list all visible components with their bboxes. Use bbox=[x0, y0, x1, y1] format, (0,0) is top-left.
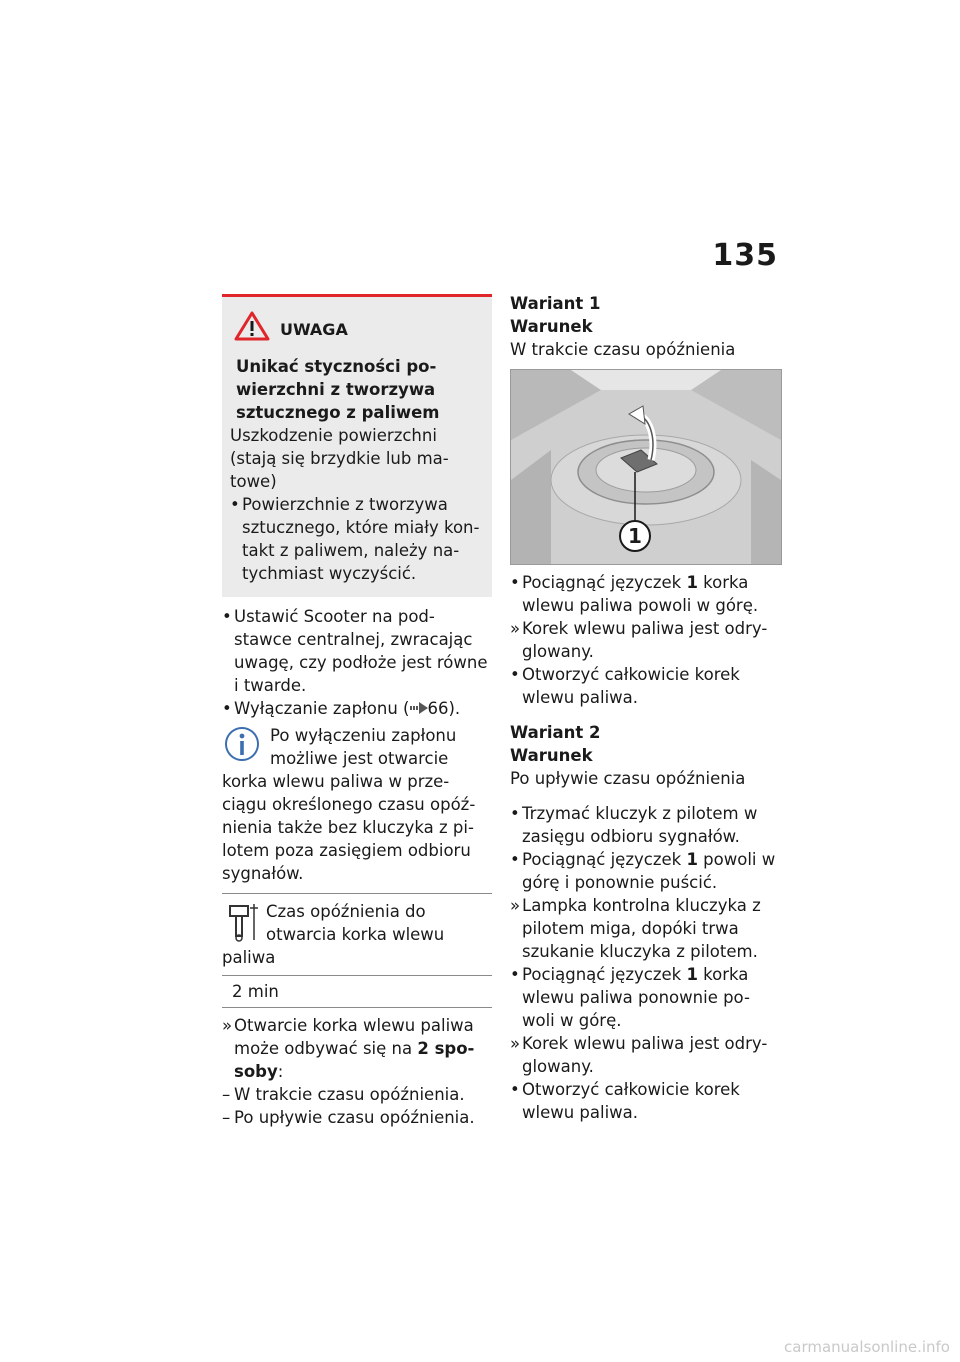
v2-step-pull-release-label: Pociągnąć języczek bbox=[522, 850, 687, 869]
v2-step-pull-release bbox=[510, 848, 782, 894]
v2-step-pull-again-label: Pociągnąć języczek bbox=[522, 965, 687, 984]
info-note-text: Po wyłączeniu zapłonu możliwe jest otwarcie korka wlewu paliwa w prze-ciągu określonego czasu opóź-nienia także bez kluczyka z pi-lotem poza zasięgiem odbioru sygnałów. bbox=[222, 726, 476, 883]
result-arrow-icon: » bbox=[510, 1034, 521, 1053]
info-note bbox=[222, 724, 492, 885]
spec-label-row bbox=[222, 894, 492, 975]
dash-item bbox=[222, 1083, 492, 1106]
spec-label: Czas opóźnienia do otwarcia korka wlewu paliwa bbox=[222, 902, 445, 967]
spec-table bbox=[222, 893, 492, 1008]
result-two-ways bbox=[222, 1014, 492, 1083]
fuel-cap-illustration bbox=[510, 369, 782, 565]
v1-step-pull-tab bbox=[510, 571, 782, 617]
v1-step-open bbox=[510, 663, 782, 709]
dash-item-text: W trakcie czasu opóźnienia. bbox=[234, 1085, 465, 1104]
bullet-icon: • bbox=[230, 495, 240, 514]
spec-value: 2 min bbox=[222, 975, 492, 1007]
result-two-ways-emphasis: 2 spo-soby bbox=[234, 1039, 475, 1081]
bullet-icon: • bbox=[510, 850, 520, 869]
variant1-title: Wariant 1 bbox=[510, 294, 601, 313]
warning-heading: Unikać styczności po-wierzchni z tworzywa sztucznego z paliwem bbox=[236, 357, 440, 422]
page-reference-number[interactable]: 66 bbox=[427, 699, 449, 718]
bullet-icon: • bbox=[510, 573, 520, 592]
step-stand bbox=[222, 605, 492, 697]
right-column bbox=[510, 292, 782, 1124]
v1-result-unlocked bbox=[510, 617, 782, 663]
v2-step-pull-again-text bbox=[522, 963, 782, 1032]
result-two-ways-text bbox=[234, 1014, 492, 1083]
v2-result-unlocked-text: Korek wlewu paliwa jest odry-glowany. bbox=[522, 1034, 768, 1076]
warning-bullet bbox=[230, 493, 484, 585]
result-arrow-icon: » bbox=[222, 1016, 233, 1035]
v2-step-open bbox=[510, 1078, 782, 1124]
step-ignition-end: ). bbox=[448, 699, 461, 718]
part-number: 1 bbox=[686, 850, 698, 869]
step-stand-text: Ustawić Scooter na pod-stawce centralnej, zwracając uwagę, czy podłoże jest równe i twarde. bbox=[234, 607, 488, 695]
spacer bbox=[510, 790, 782, 802]
footer-watermark[interactable]: carmanualsonline.info bbox=[784, 1338, 950, 1356]
dash-icon: – bbox=[222, 1108, 231, 1127]
v2-result-lamp-text: Lampka kontrolna kluczyka z pilotem miga, dopóki trwa szukanie kluczyka z pilotem. bbox=[522, 896, 761, 961]
variant2-condition-label: Warunek bbox=[510, 746, 593, 765]
result-two-ways-end: : bbox=[277, 1062, 284, 1081]
bullet-icon: • bbox=[510, 1080, 520, 1099]
info-icon bbox=[222, 724, 266, 766]
v1-step-pull-tab-label: Pociągnąć języczek bbox=[522, 573, 687, 592]
warning-box bbox=[222, 294, 492, 597]
variant2-title: Wariant 2 bbox=[510, 723, 601, 742]
v1-step-pull-tab-text bbox=[522, 571, 782, 617]
variant1-condition: W trakcie czasu opóźnienia bbox=[510, 340, 736, 359]
dash-icon: – bbox=[222, 1085, 231, 1104]
v2-step-pull-release-rest: powoli w górę i ponownie puścić. bbox=[522, 850, 776, 892]
bullet-icon: • bbox=[510, 665, 520, 684]
figure-callout-label: 1 bbox=[628, 524, 642, 548]
spacer bbox=[510, 709, 782, 721]
v2-result-lamp bbox=[510, 894, 782, 963]
step-ignition-label: Wyłączanie zapłonu ( bbox=[234, 699, 410, 718]
result-two-ways-label: Otwarcie korka wlewu paliwa może odbywać się na bbox=[234, 1016, 474, 1058]
warning-triangle-icon bbox=[234, 311, 270, 347]
variant1-condition-label: Warunek bbox=[510, 317, 593, 336]
v2-step-open-text: Otworzyć całkowicie korek wlewu paliwa. bbox=[522, 1080, 740, 1122]
step-ignition-text bbox=[234, 697, 492, 720]
page-number: 135 bbox=[712, 238, 778, 273]
bullet-icon: • bbox=[222, 699, 232, 718]
v2-step-pull-release-text bbox=[522, 848, 782, 894]
warning-bullet-text: Powierzchnie z tworzywa sztucznego, które miały kon-takt z paliwem, należy na-tychmiast wyczyścić. bbox=[242, 495, 480, 583]
step-ignition bbox=[222, 697, 492, 720]
v2-result-unlocked bbox=[510, 1032, 782, 1078]
v1-step-open-text: Otworzyć całkowicie korek wlewu paliwa. bbox=[522, 665, 740, 707]
part-number: 1 bbox=[686, 965, 698, 984]
result-arrow-icon: » bbox=[510, 619, 521, 638]
v2-step-pull-again-rest: korka wlewu paliwa ponownie po-woli w górę. bbox=[522, 965, 750, 1030]
warning-consequence: Uszkodzenie powierzchni (stają się brzydkie lub ma-towe) bbox=[230, 426, 449, 491]
dash-item bbox=[222, 1106, 492, 1129]
v2-step-pull-again bbox=[510, 963, 782, 1032]
warning-header bbox=[230, 311, 484, 347]
warning-title: UWAGA bbox=[280, 319, 348, 339]
variant2-condition: Po upływie czasu opóźnienia bbox=[510, 769, 746, 788]
fuel-cap-key-icon bbox=[222, 900, 266, 946]
left-column bbox=[222, 294, 492, 1129]
page-reference-arrow-icon[interactable] bbox=[410, 699, 428, 718]
bullet-icon: • bbox=[510, 804, 520, 823]
bullet-icon: • bbox=[510, 965, 520, 984]
dash-item-text: Po upływie czasu opóźnienia. bbox=[234, 1108, 475, 1127]
part-number: 1 bbox=[686, 573, 698, 592]
bullet-icon: • bbox=[222, 607, 232, 626]
v2-step-hold-key-text: Trzymać kluczyk z pilotem w zasięgu odbioru sygnałów. bbox=[522, 804, 758, 846]
v1-result-unlocked-text: Korek wlewu paliwa jest odry-glowany. bbox=[522, 619, 768, 661]
v2-step-hold-key bbox=[510, 802, 782, 848]
result-arrow-icon: » bbox=[510, 896, 521, 915]
v1-step-pull-tab-rest: korka wlewu paliwa powoli w górę. bbox=[522, 573, 759, 615]
